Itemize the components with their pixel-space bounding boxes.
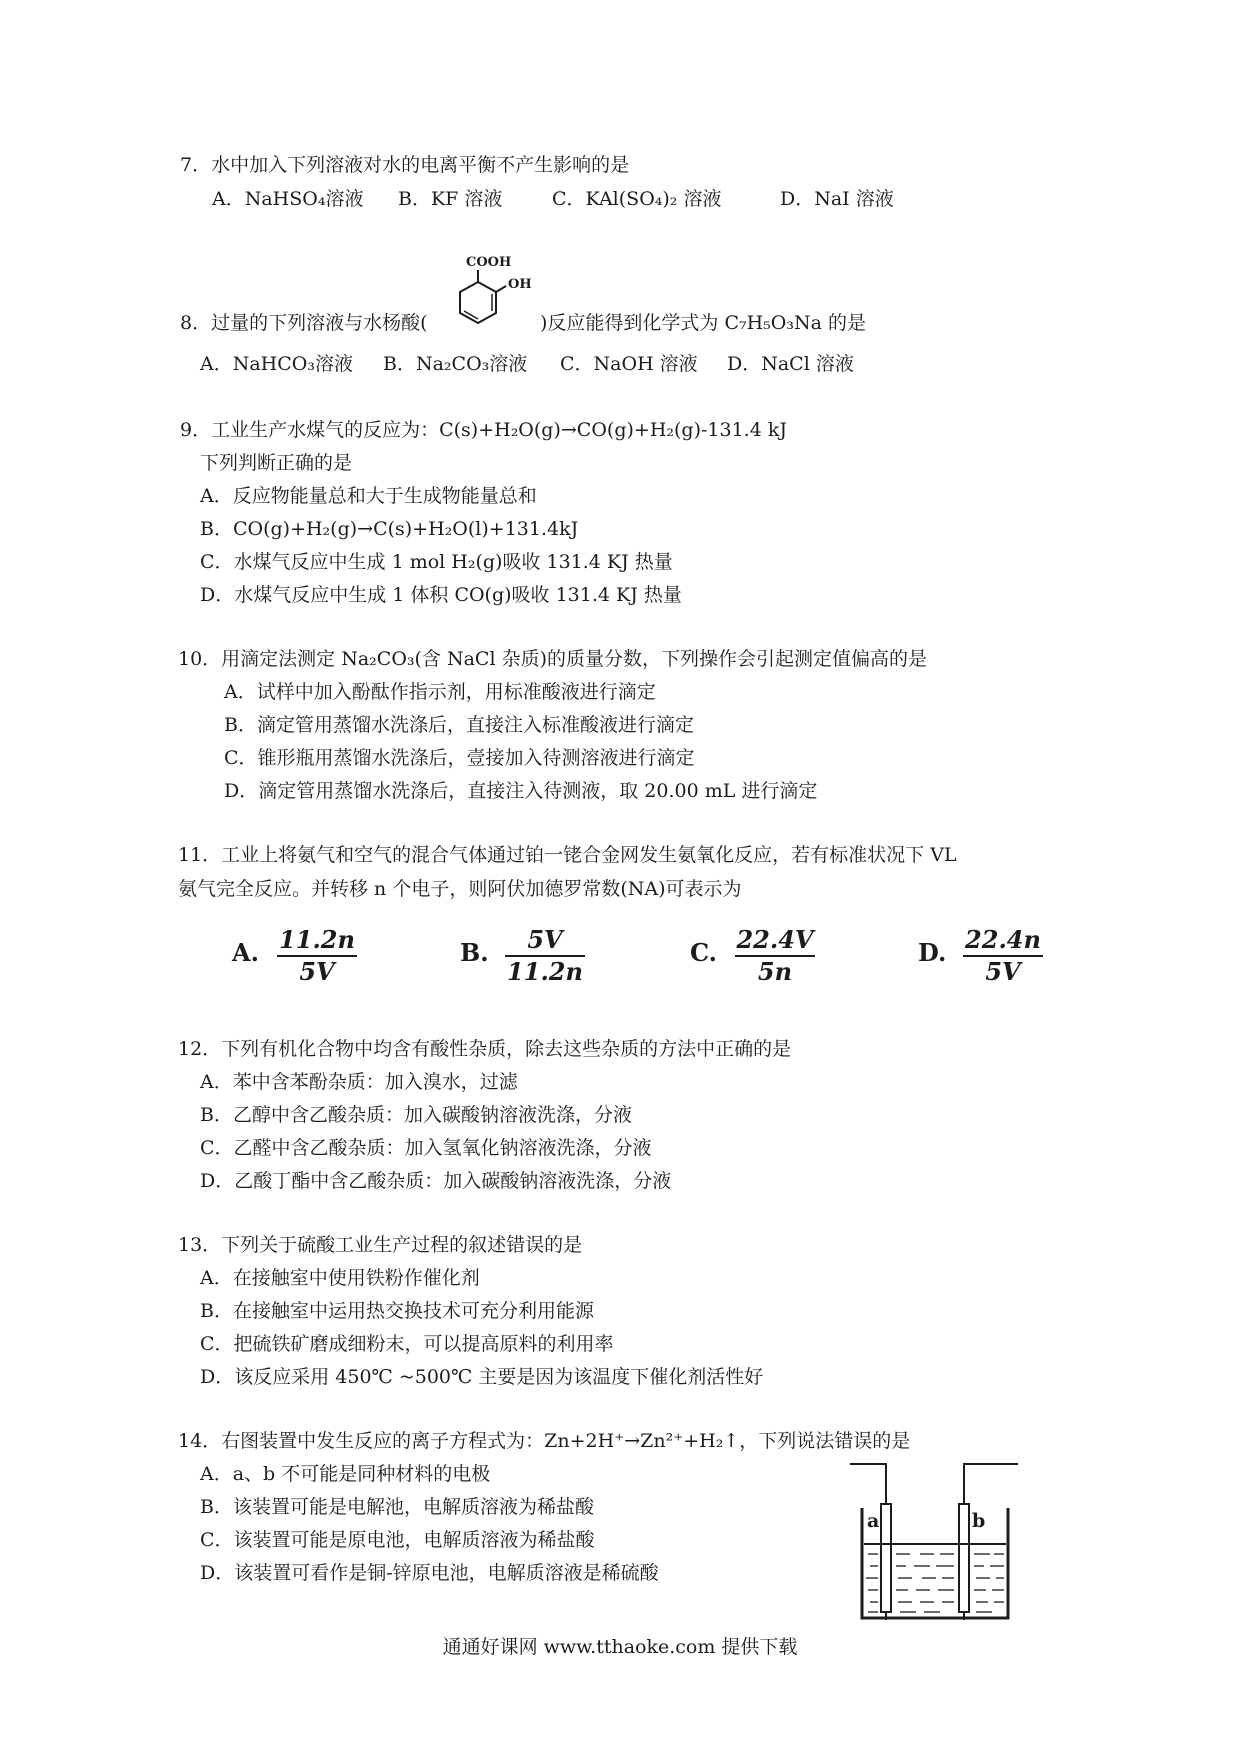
fraction-numerator: 11.2n [279, 925, 355, 954]
q7-stem: 7．水中加入下列溶液对水的电离平衡不产生影响的是 [180, 154, 630, 176]
q13-option-c: C．把硫铁矿磨成细粉末，可以提高原料的利用率 [200, 1333, 614, 1355]
oh-label: OH [508, 277, 532, 292]
q7-option-a: A．NaHSO₄溶液 [212, 188, 364, 210]
q9-option-a: A．反应物能量总和大于生成物能量总和 [200, 485, 537, 507]
q12-option-a: A．苯中含苯酚杂质：加入溴水，过滤 [200, 1071, 518, 1093]
electrode-a-label: a [867, 1510, 880, 1532]
q13-option-b: B．在接触室中运用热交换技术可充分利用能源 [200, 1300, 594, 1322]
q12-option-b: B．乙醇中含乙酸杂质：加入碳酸钠溶液洗涤，分液 [200, 1104, 632, 1126]
q10-option-c: C．锥形瓶用蒸馏水洗涤后，壹接加入待测溶液进行滴定 [224, 747, 695, 769]
fraction [963, 925, 1043, 986]
fraction-denominator: 5n [757, 957, 793, 986]
electrode-b-label: b [972, 1510, 986, 1532]
fraction-numerator: 22.4n [965, 925, 1041, 954]
q9-sub-stem: 下列判断正确的是 [200, 452, 353, 474]
q12-option-d: D．乙酸丁酯中含乙酸杂质：加入碳酸钠溶液洗涤，分液 [200, 1170, 672, 1192]
q13-option-a: A．在接触室中使用铁粉作催化剂 [200, 1267, 480, 1289]
fraction-denominator: 11.2n [507, 957, 583, 986]
q10-option-a: A．试样中加入酚酞作指示剂，用标准酸液进行滴定 [224, 681, 656, 703]
q14-option-c: C．该装置可能是原电池，电解质溶液为稀盐酸 [200, 1529, 595, 1551]
fraction [277, 925, 357, 986]
q8-option-d: D．NaCl 溶液 [727, 353, 854, 375]
fraction-denominator: 5V [985, 957, 1021, 986]
q12-stem: 12．下列有机化合物中均含有酸性杂质，除去这些杂质的方法中正确的是 [178, 1038, 792, 1060]
q11-stem-line-1: 11．工业上将氨气和空气的混合气体通过铂一铑合金网发生氨氧化反应，若有标准状况下 VL [178, 844, 957, 866]
fraction-numerator: 22.4V [736, 925, 814, 954]
q8-option-b: B．Na₂CO₃溶液 [383, 353, 528, 375]
fraction [735, 925, 815, 986]
electrochemical-cell-diagram [840, 1440, 1030, 1630]
q7-option-b: B．KF 溶液 [398, 188, 503, 210]
q14-option-b: B．该装置可能是电解池，电解质溶液为稀盐酸 [200, 1496, 594, 1518]
q9-option-c: C．水煤气反应中生成 1 mol H₂(g)吸收 131.4 KJ 热量 [200, 551, 673, 573]
q8-stem-after: )反应能得到化学式为 C₇H₅O₃Na 的是 [540, 312, 866, 334]
q14-option-a: A．a、b 不可能是同种材料的电极 [200, 1463, 491, 1485]
option-label: A. [232, 938, 259, 967]
option-label: B. [460, 938, 489, 967]
q12-option-c: C．乙醛中含乙酸杂质：加入氢氧化钠溶液洗涤，分液 [200, 1137, 652, 1159]
cell-apparatus-icon [840, 1440, 1030, 1630]
q9-option-d: D．水煤气反应中生成 1 体积 CO(g)吸收 131.4 KJ 热量 [200, 584, 682, 606]
cooh-label: COOH [466, 255, 512, 270]
option-label: C. [690, 938, 718, 967]
q14-option-d: D．该装置可看作是铜-锌原电池，电解质溶液是稀硫酸 [200, 1562, 659, 1584]
salicylic-acid-structure [448, 256, 538, 338]
q10-stem: 10．用滴定法测定 Na₂CO₃(含 NaCl 杂质)的质量分数，下列操作会引起测定值偏高的是 [178, 648, 927, 670]
page-footer: 通通好课网 www.tthaoke.com 提供下载 [442, 1636, 798, 1658]
fraction-denominator: 5V [299, 957, 335, 986]
fraction [505, 925, 585, 986]
q14-stem: 14．右图装置中发生反应的离子方程式为：Zn+2H⁺→Zn²⁺+H₂↑，下列说法错误的是 [178, 1430, 911, 1452]
q9-option-b: B．CO(g)+H₂(g)→C(s)+H₂O(l)+131.4kJ [200, 518, 579, 540]
q11-stem-line-2: 氨气完全反应。并转移 n 个电子，则阿伏加德罗常数(NA)可表示为 [178, 878, 742, 900]
option-label: D. [918, 938, 947, 967]
q7-option-d: D．NaI 溶液 [780, 188, 894, 210]
q9-stem: 9．工业生产水煤气的反应为：C(s)+H₂O(g)→CO(g)+H₂(g)-131.4 kJ [180, 419, 787, 441]
q7-option-c: C．KAl(SO₄)₂ 溶液 [552, 188, 722, 210]
fraction-numerator: 5V [527, 925, 563, 954]
q10-option-b: B．滴定管用蒸馏水洗涤后，直接注入标准酸液进行滴定 [224, 714, 694, 736]
q13-option-d: D．该反应采用 450℃ ~500℃ 主要是因为该温度下催化剂活性好 [200, 1366, 764, 1388]
q8-option-c: C．NaOH 溶液 [560, 353, 698, 375]
q10-option-d: D．滴定管用蒸馏水洗涤后，直接注入待测液，取 20.00 mL 进行滴定 [224, 780, 818, 802]
q8-stem-before: 8．过量的下列溶液与水杨酸( [180, 312, 428, 334]
q13-stem: 13．下列关于硫酸工业生产过程的叙述错误的是 [178, 1234, 583, 1256]
q8-option-a: A．NaHCO₃溶液 [200, 353, 353, 375]
